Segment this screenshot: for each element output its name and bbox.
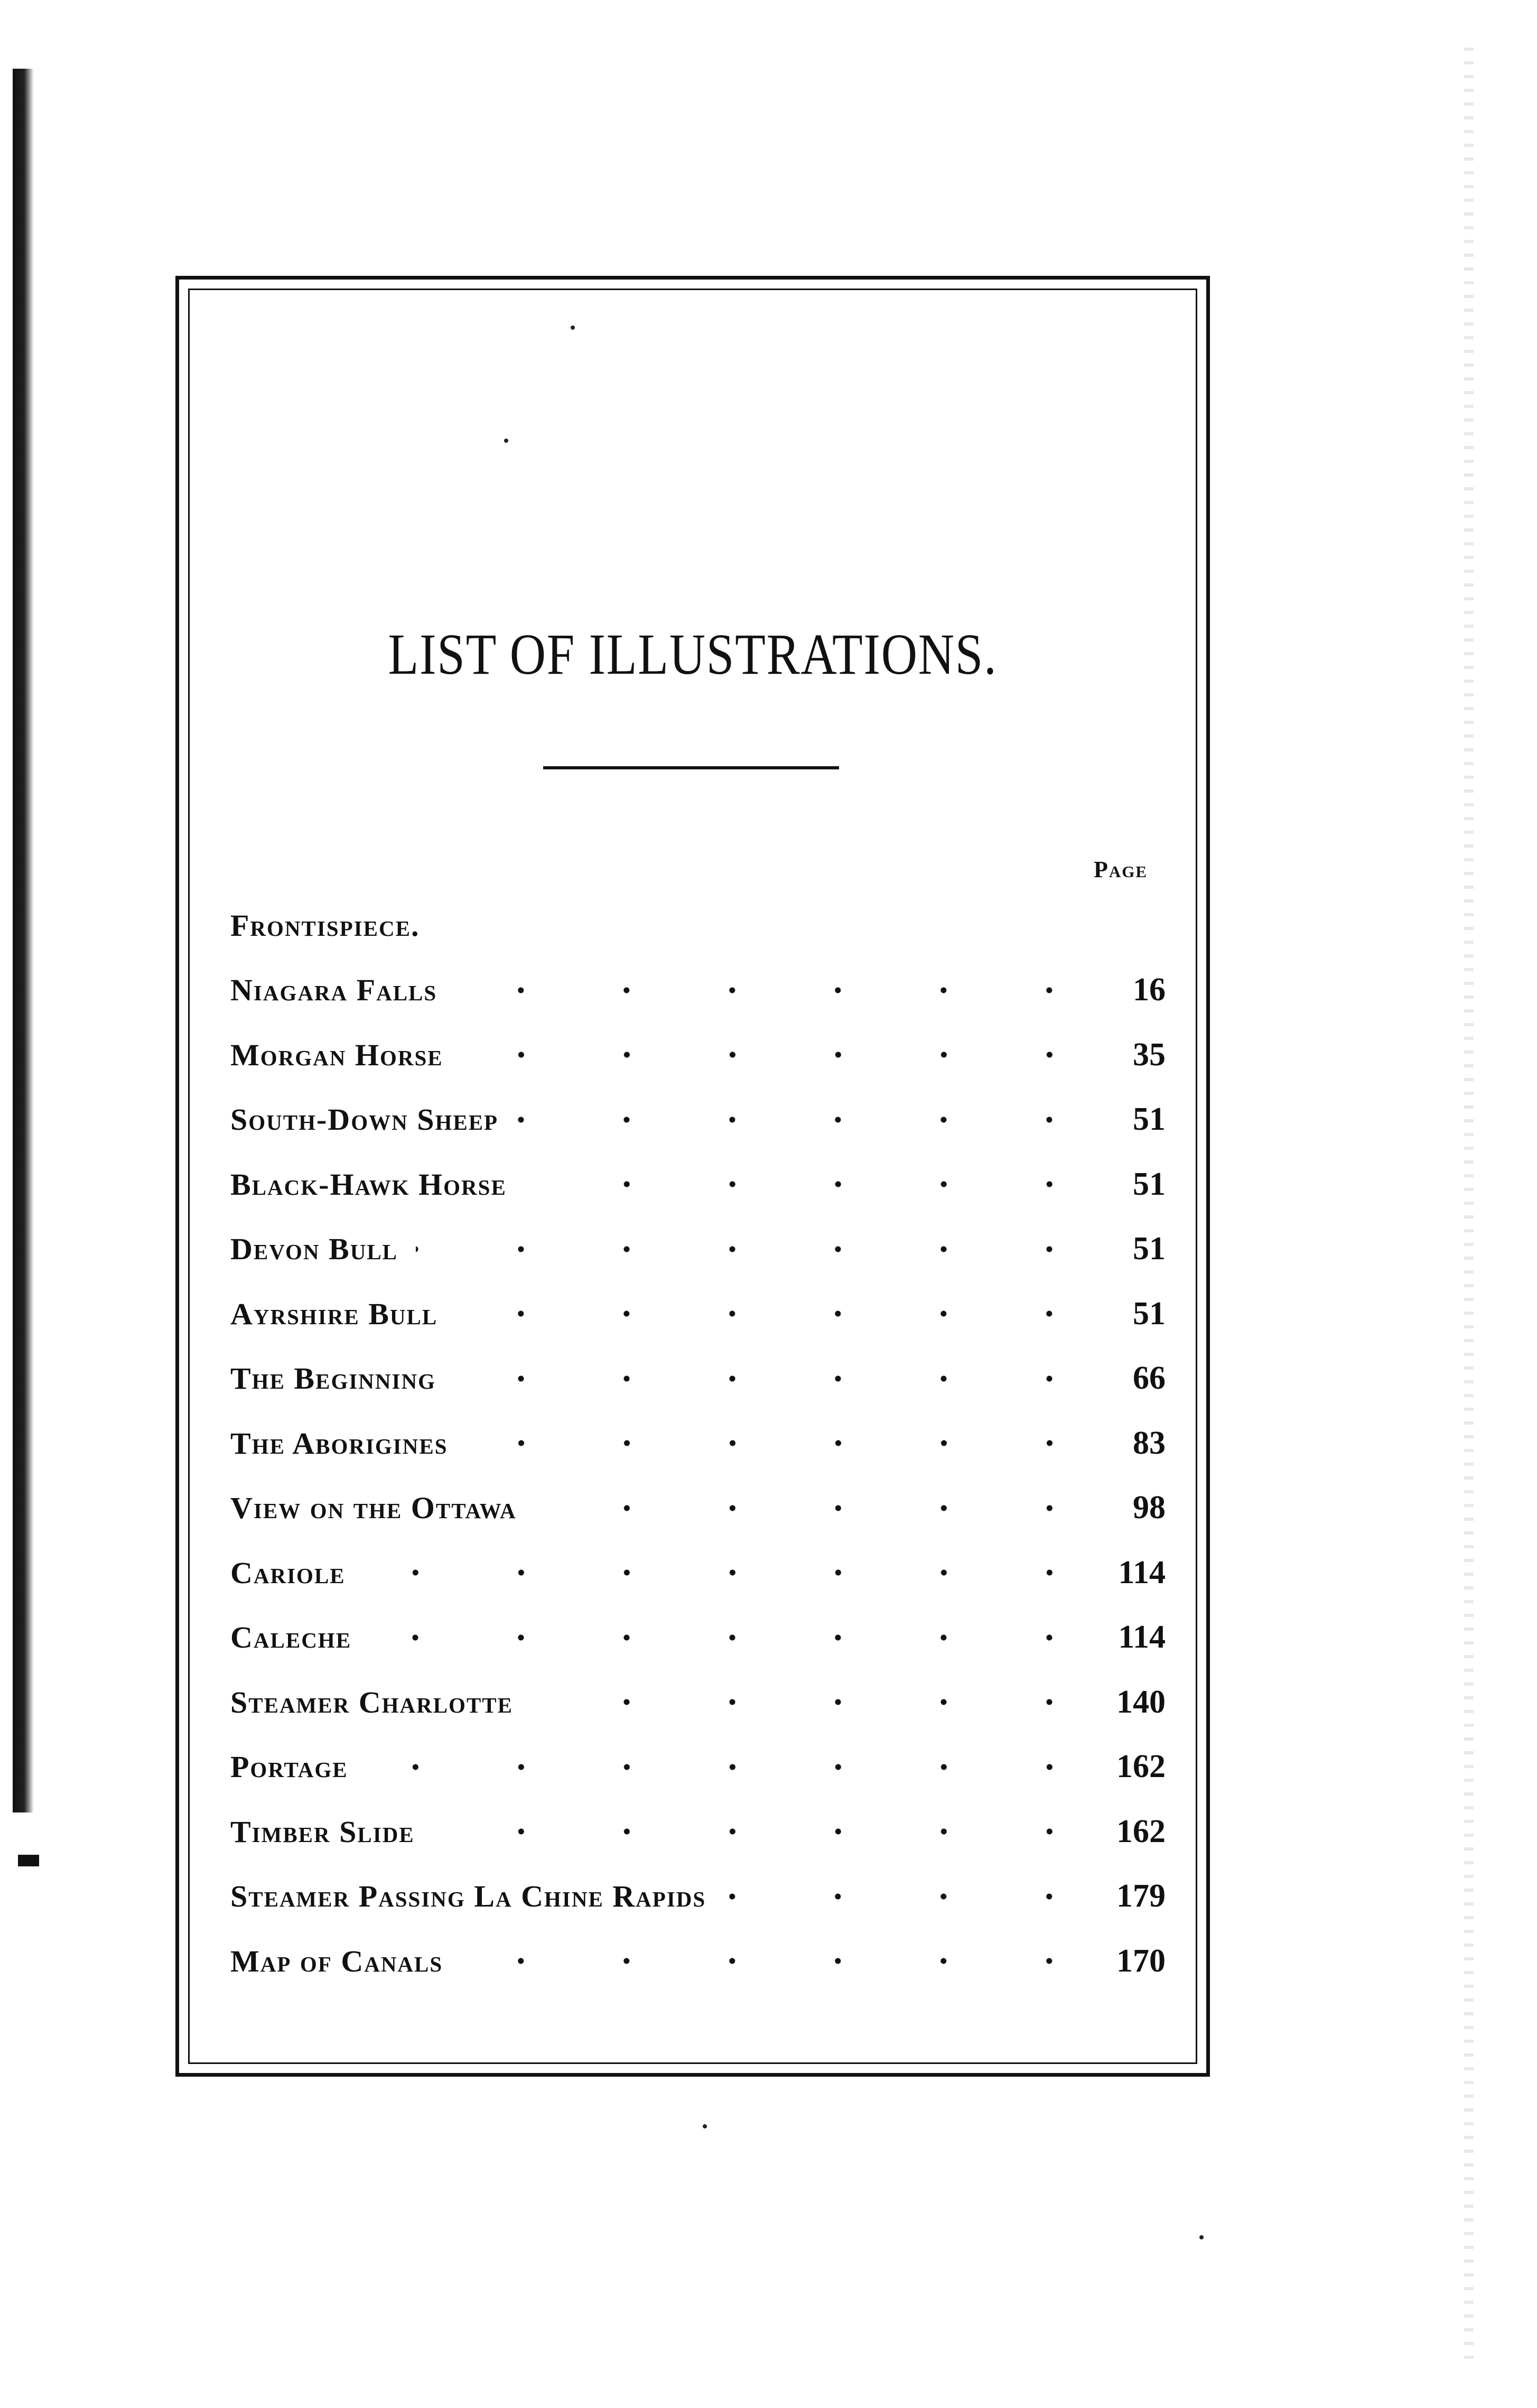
entry-page-number: 51 <box>1133 1295 1166 1332</box>
dot-leader <box>455 1310 1102 1317</box>
entry-page-number: 16 <box>1133 972 1166 1008</box>
entry-page-number: 51 <box>1133 1231 1166 1267</box>
entry-label: Steamer Passing La Chine Rapids <box>230 1879 719 1914</box>
entry-label: Map of Canals <box>230 1944 455 1979</box>
entry-label: Cariole <box>230 1555 358 1591</box>
dot-leader <box>461 1957 1102 1965</box>
entry-page-number: 66 <box>1133 1360 1166 1397</box>
print-speck <box>504 439 508 443</box>
list-item <box>230 1281 1166 1346</box>
entry-page-number: 114 <box>1118 1554 1166 1591</box>
entry-label: South-Down Sheep <box>230 1102 511 1137</box>
list-item <box>230 958 1166 1023</box>
entry-label: The Aborigines <box>230 1426 461 1461</box>
dot-leader <box>466 1439 1102 1447</box>
dot-leader <box>455 987 1102 994</box>
dot-leader <box>433 1828 1102 1835</box>
list-item <box>230 1929 1166 1994</box>
list-item <box>230 1152 1166 1217</box>
entry-label: Devon Bull <box>230 1231 411 1267</box>
dot-leader <box>525 1180 1102 1188</box>
entry-page-number: 170 <box>1116 1942 1166 1979</box>
entry-label: Morgan Horse <box>230 1037 456 1073</box>
book-spine-edge <box>13 69 34 1812</box>
list-item <box>230 1605 1166 1670</box>
illustration-list <box>230 893 1166 1994</box>
entry-page-number: 51 <box>1133 1166 1166 1202</box>
list-item <box>230 1411 1166 1476</box>
list-item <box>230 1735 1166 1800</box>
entry-label: Frontispiece. <box>230 908 432 943</box>
print-speck <box>703 2124 707 2128</box>
dot-leader <box>531 1698 1102 1706</box>
entry-label: Portage <box>230 1749 361 1784</box>
dot-leader <box>454 1375 1102 1382</box>
dot-leader <box>535 1504 1102 1512</box>
page-edge <box>1464 48 1474 2362</box>
list-item <box>230 1087 1166 1152</box>
print-speck <box>1199 2235 1204 2239</box>
entry-page-number: 114 <box>1118 1619 1166 1656</box>
list-item <box>230 1476 1166 1541</box>
dot-leader <box>724 1893 1102 1900</box>
entry-page-number: 51 <box>1133 1101 1166 1138</box>
list-item <box>230 1217 1166 1282</box>
page-column-header: Page <box>1094 857 1148 882</box>
entry-label: Black-Hawk Horse <box>230 1167 519 1202</box>
entry-label: Steamer Charlotte <box>230 1685 526 1720</box>
dot-leader <box>416 1245 1102 1253</box>
dot-leader <box>364 1569 1102 1576</box>
entry-page-number: 98 <box>1133 1490 1166 1526</box>
spine-mark <box>18 1855 39 1866</box>
entry-page-number: 162 <box>1116 1749 1166 1785</box>
dot-leader <box>369 1634 1102 1641</box>
entry-label: The Beginning <box>230 1361 449 1396</box>
entry-page-number: 35 <box>1133 1036 1166 1073</box>
entry-page-number: 83 <box>1133 1425 1166 1461</box>
page-title: LIST OF ILLUSTRATIONS. <box>388 622 998 686</box>
dot-leader <box>516 1116 1102 1123</box>
entry-label: Ayrshire Bull <box>230 1296 450 1332</box>
list-item <box>230 1346 1166 1411</box>
entry-label: View on the Ottawa <box>230 1490 529 1526</box>
entry-label: Niagara Falls <box>230 972 450 1008</box>
print-speck <box>571 326 575 330</box>
entry-page-number: 179 <box>1116 1878 1166 1914</box>
entry-label: Timber Slide <box>230 1814 427 1849</box>
list-item <box>230 1799 1166 1864</box>
list-item <box>230 1670 1166 1735</box>
title-rule <box>543 766 839 769</box>
list-item <box>230 1022 1166 1087</box>
entry-page-number: 162 <box>1116 1813 1166 1849</box>
list-item <box>230 1864 1166 1929</box>
entry-label: Caleche <box>230 1620 364 1655</box>
entry-page-number: 140 <box>1116 1684 1166 1720</box>
list-item <box>230 893 1166 958</box>
list-item <box>230 1540 1166 1605</box>
dot-leader <box>366 1763 1102 1771</box>
dot-leader <box>461 1051 1102 1058</box>
